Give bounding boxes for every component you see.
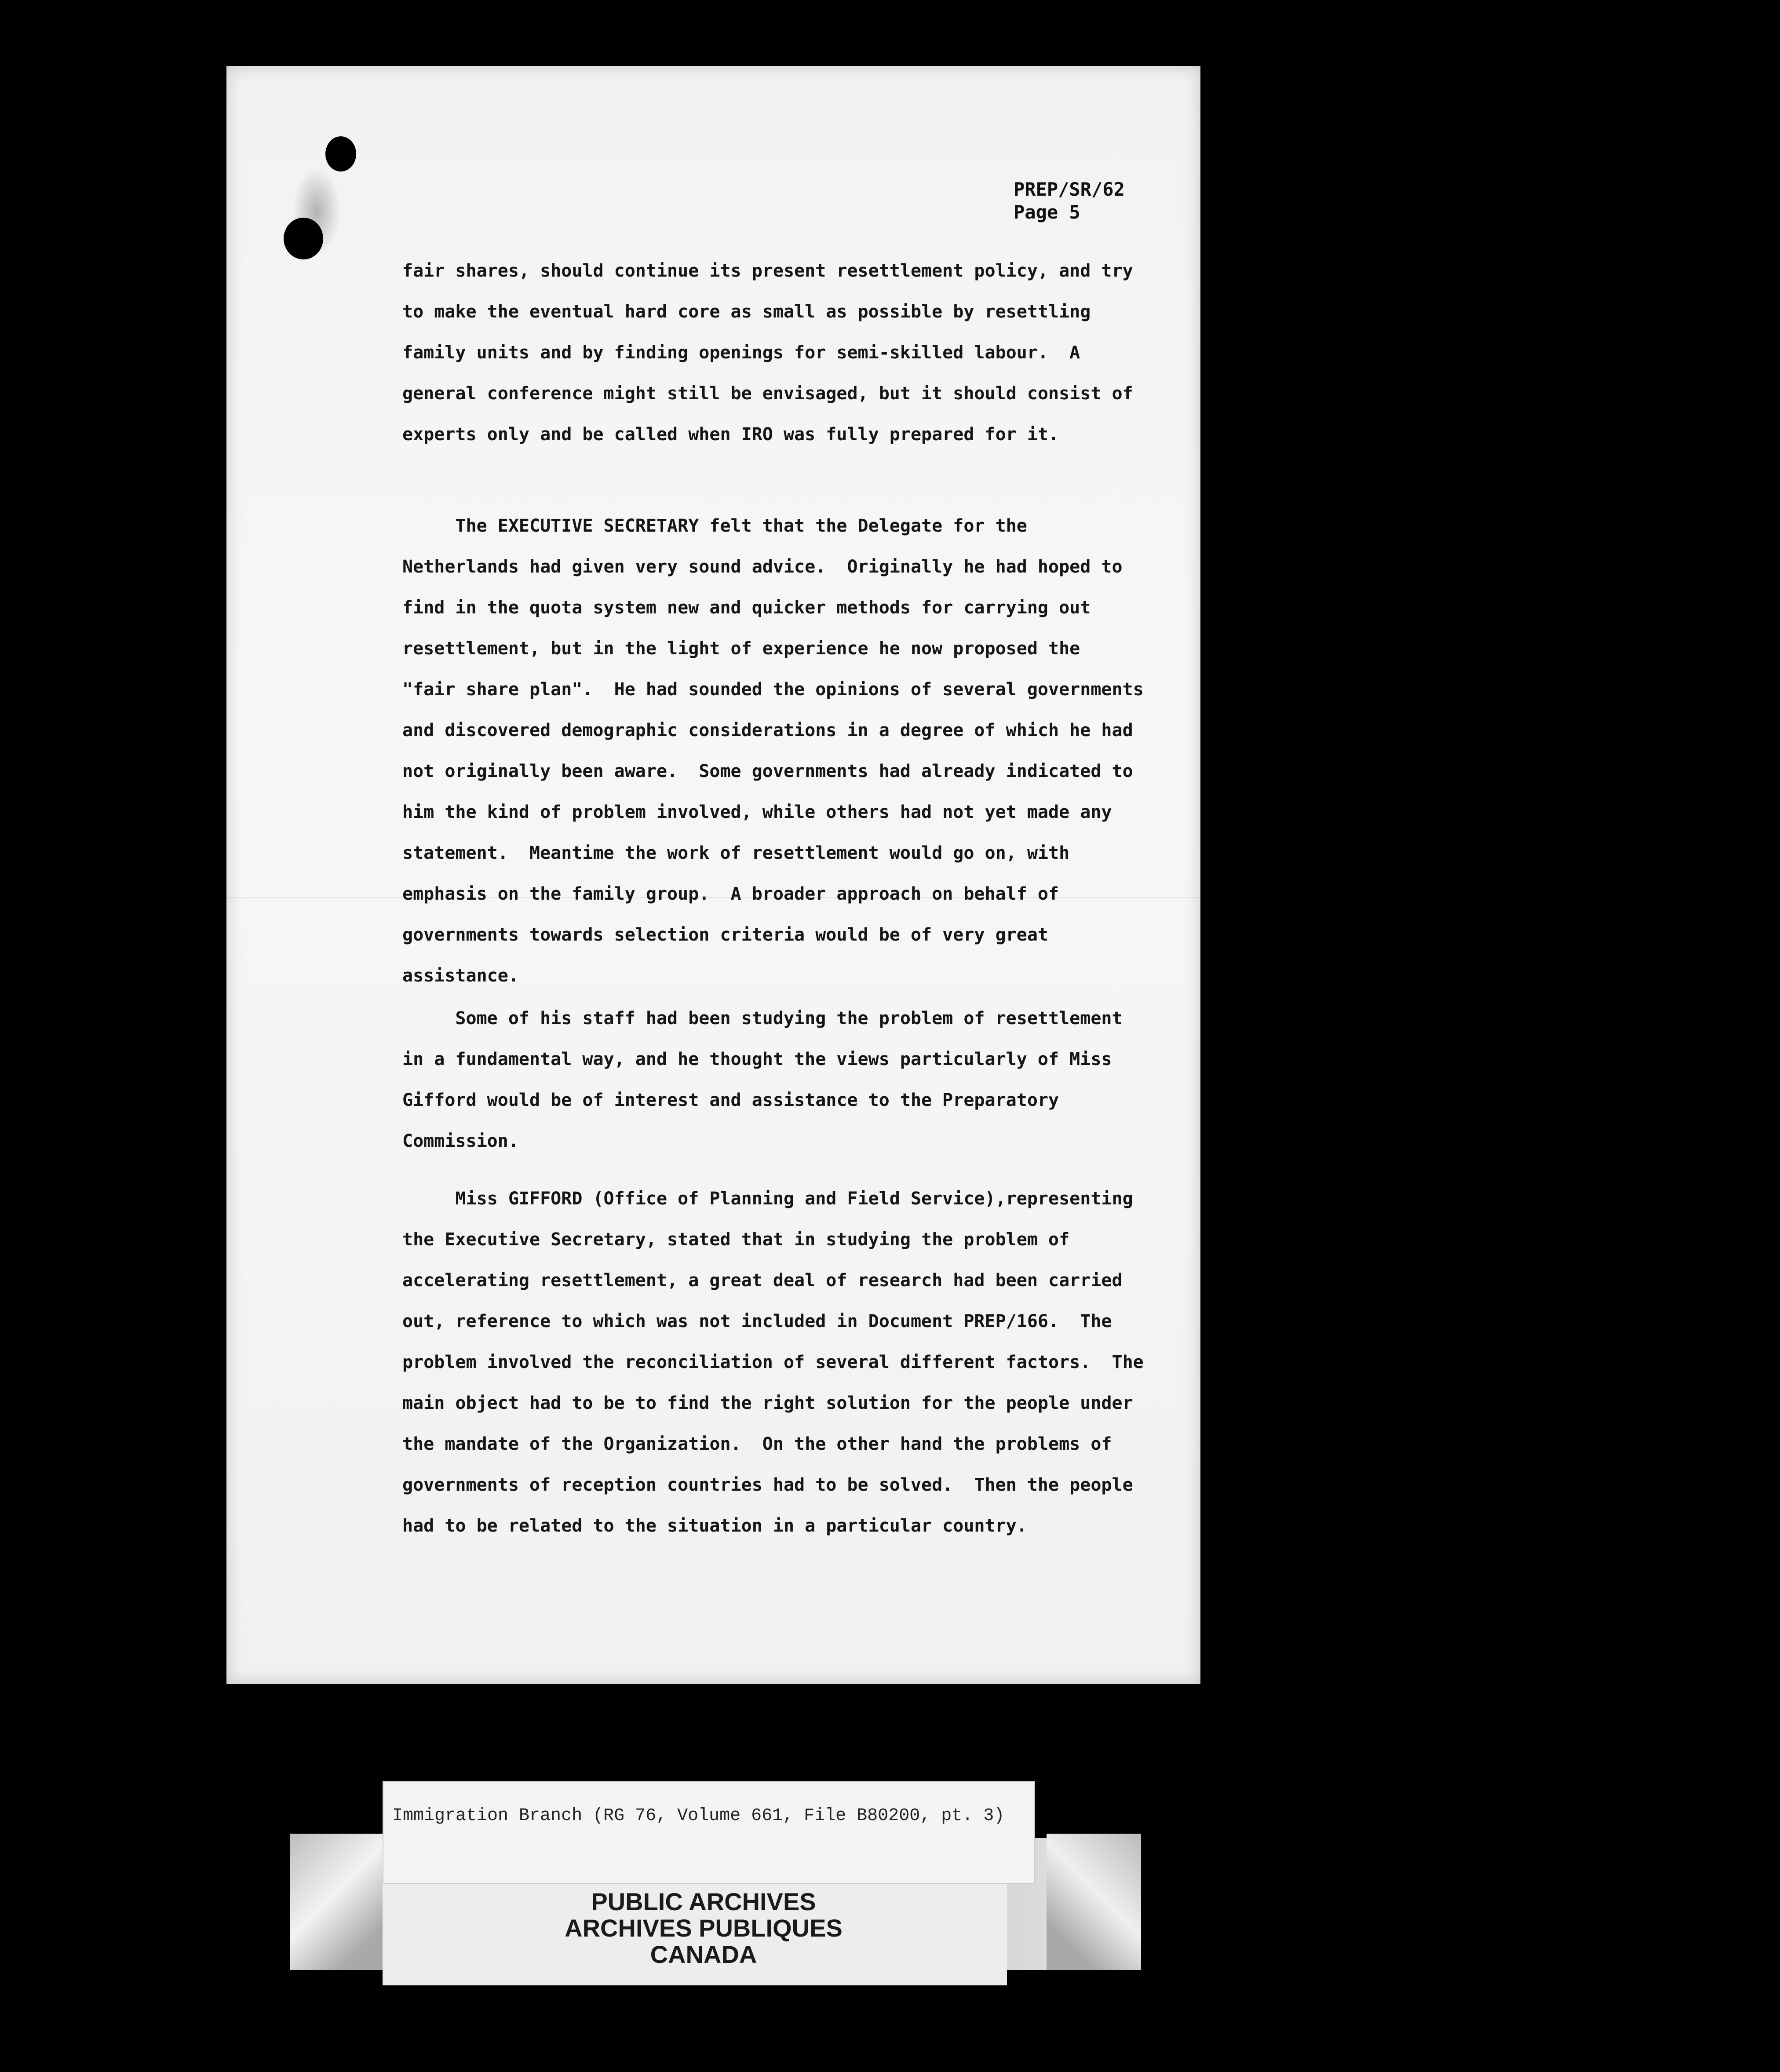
paragraph: [402, 251, 1194, 455]
archive-stamp-torn-edge: [290, 1834, 387, 1970]
text-line: accelerating resettlement, a great deal of research had been carried: [402, 1270, 1123, 1291]
paragraph: [402, 1178, 1194, 1547]
text-line: to make the eventual hard core as small as possible by resettling: [402, 302, 1091, 322]
text-line: Gifford would be of interest and assistance to the Preparatory: [402, 1090, 1059, 1110]
archive-stamp: [506, 1889, 901, 1968]
text-line: in a fundamental way, and he thought the views particularly of Miss: [402, 1049, 1112, 1069]
text-line: assistance.: [402, 966, 519, 986]
text-line: main object had to be to find the right solution for the people under: [402, 1393, 1133, 1413]
archive-stamp-line: ARCHIVES PUBLIQUES: [565, 1914, 843, 1942]
text-line: resettlement, but in the light of experience he now proposed the: [402, 638, 1080, 659]
text-line: out, reference to which was not included in Document PREP/166. The: [402, 1311, 1112, 1331]
archive-reference-label: [383, 1781, 1035, 1884]
text-line: emphasis on the family group. A broader approach on behalf of: [402, 884, 1059, 904]
archive-reference-text: Immigration Branch (RG 76, Volume 661, File B80200, pt. 3): [392, 1806, 1005, 1826]
text-line: problem involved the reconciliation of several different factors. The: [402, 1352, 1144, 1372]
text-line: governments towards selection criteria would be of very great: [402, 925, 1049, 945]
text-line: the mandate of the Organization. On the other hand the problems of: [402, 1434, 1112, 1454]
text-line: experts only and be called when IRO was fully prepared for it.: [402, 424, 1059, 445]
text-line: statement. Meantime the work of resettlement would go on, with: [402, 843, 1070, 863]
archive-stamp-torn-edge: [1047, 1834, 1141, 1970]
text-line: Commission.: [402, 1131, 519, 1151]
paragraph: [402, 506, 1194, 996]
text-line: and discovered demographic considerations in a degree of which he had: [402, 720, 1133, 741]
text-line: find in the quota system new and quicker methods for carrying out: [402, 598, 1091, 618]
text-line: Miss GIFFORD (Office of Planning and Field Service),representing: [402, 1189, 1133, 1209]
punch-hole: [284, 218, 323, 259]
text-line: not originally been aware. Some governments had already indicated to: [402, 761, 1133, 781]
text-line: Netherlands had given very sound advice. Originally he had hoped to: [402, 557, 1123, 577]
text-line: The EXECUTIVE SECRETARY felt that the Delegate for the: [402, 516, 1027, 536]
document-reference: [1014, 178, 1125, 224]
punch-hole: [325, 136, 356, 171]
text-line: him the kind of problem involved, while others had not yet made any: [402, 802, 1112, 822]
document-number: PREP/SR/62: [1014, 179, 1125, 200]
archive-stamp-line: PUBLIC ARCHIVES: [591, 1888, 816, 1915]
text-line: "fair share plan". He had sounded the opinions of several governments: [402, 679, 1144, 700]
text-line: the Executive Secretary, stated that in studying the problem of: [402, 1229, 1070, 1250]
text-line: governments of reception countries had to be solved. Then the people: [402, 1475, 1133, 1495]
text-line: general conference might still be envisaged, but it should consist of: [402, 383, 1133, 404]
text-line: had to be related to the situation in a particular country.: [402, 1516, 1027, 1536]
page-number: Page 5: [1014, 201, 1080, 223]
text-line: Some of his staff had been studying the problem of resettlement: [402, 1008, 1123, 1029]
document-page: [226, 66, 1200, 1684]
paragraph: [402, 998, 1194, 1162]
text-line: family units and by finding openings for semi-skilled labour. A: [402, 343, 1080, 363]
text-line: fair shares, should continue its present resettlement policy, and try: [402, 261, 1133, 281]
archive-stamp-line: CANADA: [650, 1941, 757, 1968]
